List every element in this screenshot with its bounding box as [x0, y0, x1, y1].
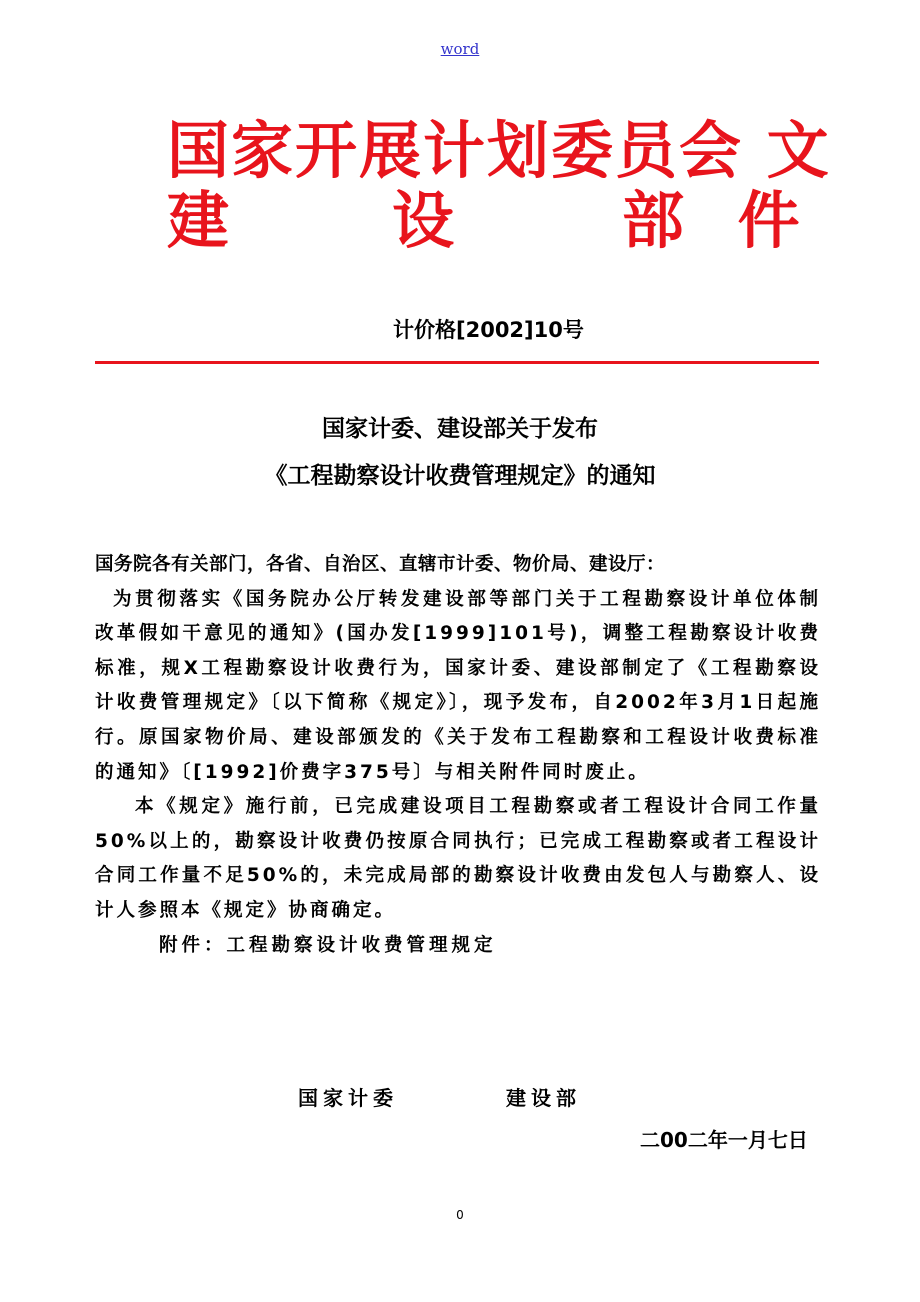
issue-date: 二00二年一月七日	[640, 1128, 808, 1152]
signatories	[298, 1082, 581, 1111]
signatory-2: 建设部	[506, 1086, 581, 1110]
attachment-line: 附件：工程勘察设计收费管理规定	[159, 934, 497, 956]
red-divider-line	[95, 361, 819, 364]
salutation: 国务院各有关部门，各省、自治区、直辖市计委、物价局、建设厅：	[95, 554, 666, 575]
body-paragraph-2: 本《规定》施行前，已完成建设项目工程勘察或者工程设计合同工作量50%以上的，勘察设计收费仍按原合同执行；已完成工程勘察或者工程设计合同工作量不足50%的，未完成局部的勘察设计收费由发包人与勘察人、设计人参照本《规定》协商确定。	[95, 796, 821, 921]
body-paragraph-1: 为贯彻落实《国务院办公厅转发建设部等部门关于工程勘察设计单位体制改革假如干意见的通知》(国办发[1999]101号)，调整工程勘察设计收费标准，规X工程勘察设计收费行为，国家计委、建设部制定了《工程勘察设计收费管理规定》〔以下简称《规定》〕，现予发布，自2002年3月1日起施行。原国家物价局、建设部颁发的《关于发布工程勘察和工程设计收费标准的通知》〔[1992]价费字375号〕与相关附件同时废止。	[95, 588, 821, 783]
document-body	[95, 548, 821, 963]
subject-line2: 《工程勘察设计收费管理规定》的通知	[264, 463, 656, 489]
issuer-title-line2-part1: 建	[167, 184, 230, 257]
issuer-title-line2-part3: 部 件	[622, 184, 816, 257]
issuer-title-line1: 国家开展计划委员会 文	[167, 114, 831, 187]
page-number: 0	[456, 1208, 464, 1222]
document-number: 计价格[2002]10号	[393, 318, 584, 342]
signatory-1: 国家计委	[298, 1086, 398, 1110]
header-word-link[interactable]: word	[440, 40, 480, 58]
subject-line1: 国家计委、建设部关于发布	[322, 416, 598, 442]
issuer-title-line2-part2: 设	[392, 184, 455, 257]
